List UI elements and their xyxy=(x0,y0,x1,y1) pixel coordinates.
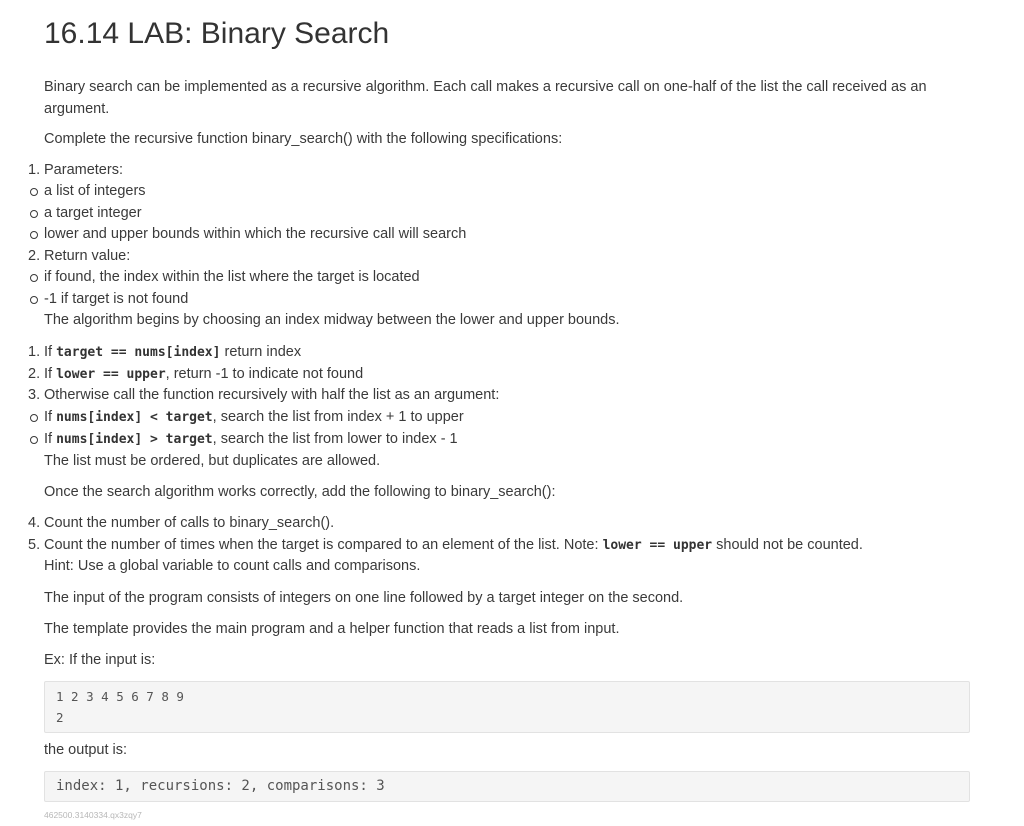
count-comparisons-item: Count the number of times when the target is compared to an element of the list. Note: lower == upper should not be counted. xyxy=(44,537,863,553)
code-target-equals: target == nums[index] xyxy=(56,345,221,360)
list-number-3: 3. xyxy=(28,387,41,403)
list-number-4: 4. xyxy=(28,515,41,531)
example-input-line: 1 2 3 4 5 6 7 8 9 xyxy=(56,689,184,704)
input-description: The input of the program consists of integers on one line followed by a target integer on the second. xyxy=(44,590,684,606)
hint-paragraph: Hint: Use a global variable to count calls and comparisons. xyxy=(44,558,421,574)
list-number-1: 1. xyxy=(28,344,41,360)
code-greater-than: nums[index] > target xyxy=(56,432,213,447)
bullet-marker xyxy=(30,274,38,282)
code-lower-equals-upper: lower == upper xyxy=(602,538,713,553)
list-number-5: 5. xyxy=(28,537,41,553)
code-less-than: nums[index] < target xyxy=(56,410,213,425)
page-title: 16.14 LAB: Binary Search xyxy=(44,17,390,50)
example-output-block xyxy=(44,771,970,802)
step-not-found: If lower == upper, return -1 to indicate not found xyxy=(44,366,364,382)
ordered-paragraph: The list must be ordered, but duplicates are allowed. xyxy=(44,453,381,469)
step-found: If target == nums[index] return index xyxy=(44,344,302,360)
once-paragraph: Once the search algorithm works correctly, add the following to binary_search(): xyxy=(44,484,556,500)
intro-paragraph: Binary search can be implemented as a recursive algorithm. Each call makes a recursive call on one-half of the list the call received as an argument. xyxy=(44,79,927,117)
param-list-item: a list of integers xyxy=(44,183,146,199)
bullet-marker xyxy=(30,436,38,444)
spec-parameters: Parameters: xyxy=(44,162,123,178)
example-input-line: 2 xyxy=(56,710,64,725)
footer-id: 462500.3140334.qx3zqy7 xyxy=(44,810,142,820)
example-output-line: index: 1, recursions: 2, comparisons: 3 xyxy=(56,778,385,794)
algorithm-paragraph: The algorithm begins by choosing an index midway between the lower and upper bounds. xyxy=(44,312,620,328)
param-bounds-item: lower and upper bounds within which the recursive call will search xyxy=(44,226,467,242)
bullet-marker xyxy=(30,414,38,422)
list-number-2: 2. xyxy=(28,366,41,382)
bullet-marker xyxy=(30,188,38,196)
recurse-lower-item: If nums[index] > target, search the list from lower to index - 1 xyxy=(44,431,458,447)
recurse-upper-item: If nums[index] < target, search the list from index + 1 to upper xyxy=(44,409,464,425)
list-number-1: 1. xyxy=(28,162,41,178)
step-recurse: Otherwise call the function recursively with half the list as an argument: xyxy=(44,387,500,403)
output-label: the output is: xyxy=(44,742,128,758)
bullet-marker xyxy=(30,296,38,304)
bullet-marker xyxy=(30,210,38,218)
count-calls-item: Count the number of calls to binary_search(). xyxy=(44,515,335,531)
example-input-block xyxy=(44,681,970,733)
param-target-item: a target integer xyxy=(44,205,142,221)
complete-paragraph: Complete the recursive function binary_search() with the following specifications: xyxy=(44,131,563,147)
example-label: Ex: If the input is: xyxy=(44,652,156,668)
code-lower-equals-upper: lower == upper xyxy=(56,367,166,382)
bullet-marker xyxy=(30,231,38,239)
return-not-found-item: -1 if target is not found xyxy=(44,291,189,307)
list-number-2: 2. xyxy=(28,248,41,264)
spec-return-value: Return value: xyxy=(44,248,131,264)
template-description: The template provides the main program and a helper function that reads a list from input. xyxy=(44,621,620,637)
return-found-item: if found, the index within the list where the target is located xyxy=(44,269,420,285)
